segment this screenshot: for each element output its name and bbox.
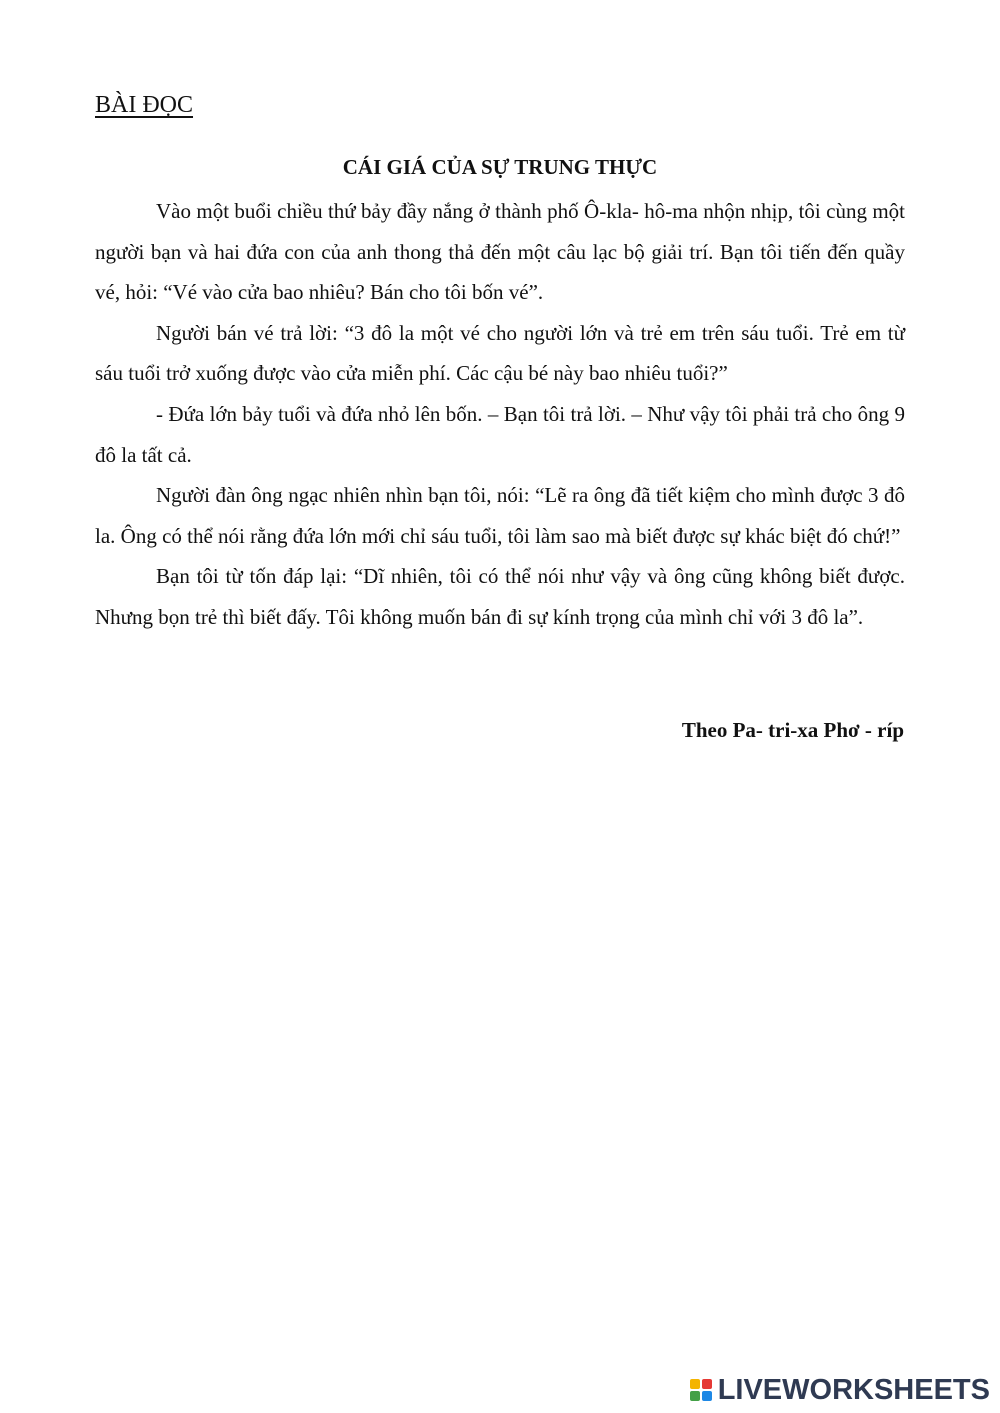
logo-square (690, 1379, 700, 1389)
liveworksheets-logo-icon (690, 1379, 714, 1403)
paragraph: Người đàn ông ngạc nhiên nhìn bạn tôi, nói: “Lẽ ra ông đã tiết kiệm cho mình được 3 đô la. Ông có thể nói rằng đứa lớn mới chỉ sáu tuổi, tôi làm sao mà biết được sự khác biệt đó chứ!” (95, 483, 905, 548)
paragraph: - Đứa lớn bảy tuổi và đứa nhỏ lên bốn. – Bạn tôi trả lời. – Như vậy tôi phải trả cho ông 9 đô la tất cả. (95, 401, 905, 467)
logo-square (702, 1379, 712, 1389)
story-body (95, 191, 905, 638)
paragraph: Bạn tôi từ tốn đáp lại: “Dĩ nhiên, tôi có thể nói như vậy và ông cũng không biết được. Nhưng bọn trẻ thì biết đấy. Tôi không muốn bán đi sự kính trọng của mình chỉ với 3 đô la”. (95, 564, 905, 629)
logo-square (690, 1391, 700, 1401)
paragraph: Người bán vé trả lời: “3 đô la một vé cho người lớn và trẻ em trên sáu tuổi. Trẻ em từ sáu tuổi trở xuống được vào cửa miễn phí. Các cậu bé này bao nhiêu tuổi?” (95, 320, 905, 386)
section-label: BÀI ĐỌC (95, 92, 194, 118)
watermark-text: LIVEWORKSHEETS (717, 1374, 990, 1406)
liveworksheets-watermark (690, 1374, 990, 1407)
story-title: CÁI GIÁ CỦA SỰ TRUNG THỰC (342, 155, 658, 179)
paragraph: Vào một buổi chiều thứ bảy đầy nắng ở thành phố Ô-kla- hô-ma nhộn nhịp, tôi cùng một người bạn và hai đứa con của anh thong thả đến một câu lạc bộ giải trí. Bạn tôi tiến đến quầy vé, hỏi: “Vé vào cửa bao nhiêu? Bán cho tôi bốn vé”. (95, 199, 905, 305)
attribution: Theo Pa- tri-xa Phơ - ríp (681, 718, 904, 742)
logo-square (702, 1391, 712, 1401)
